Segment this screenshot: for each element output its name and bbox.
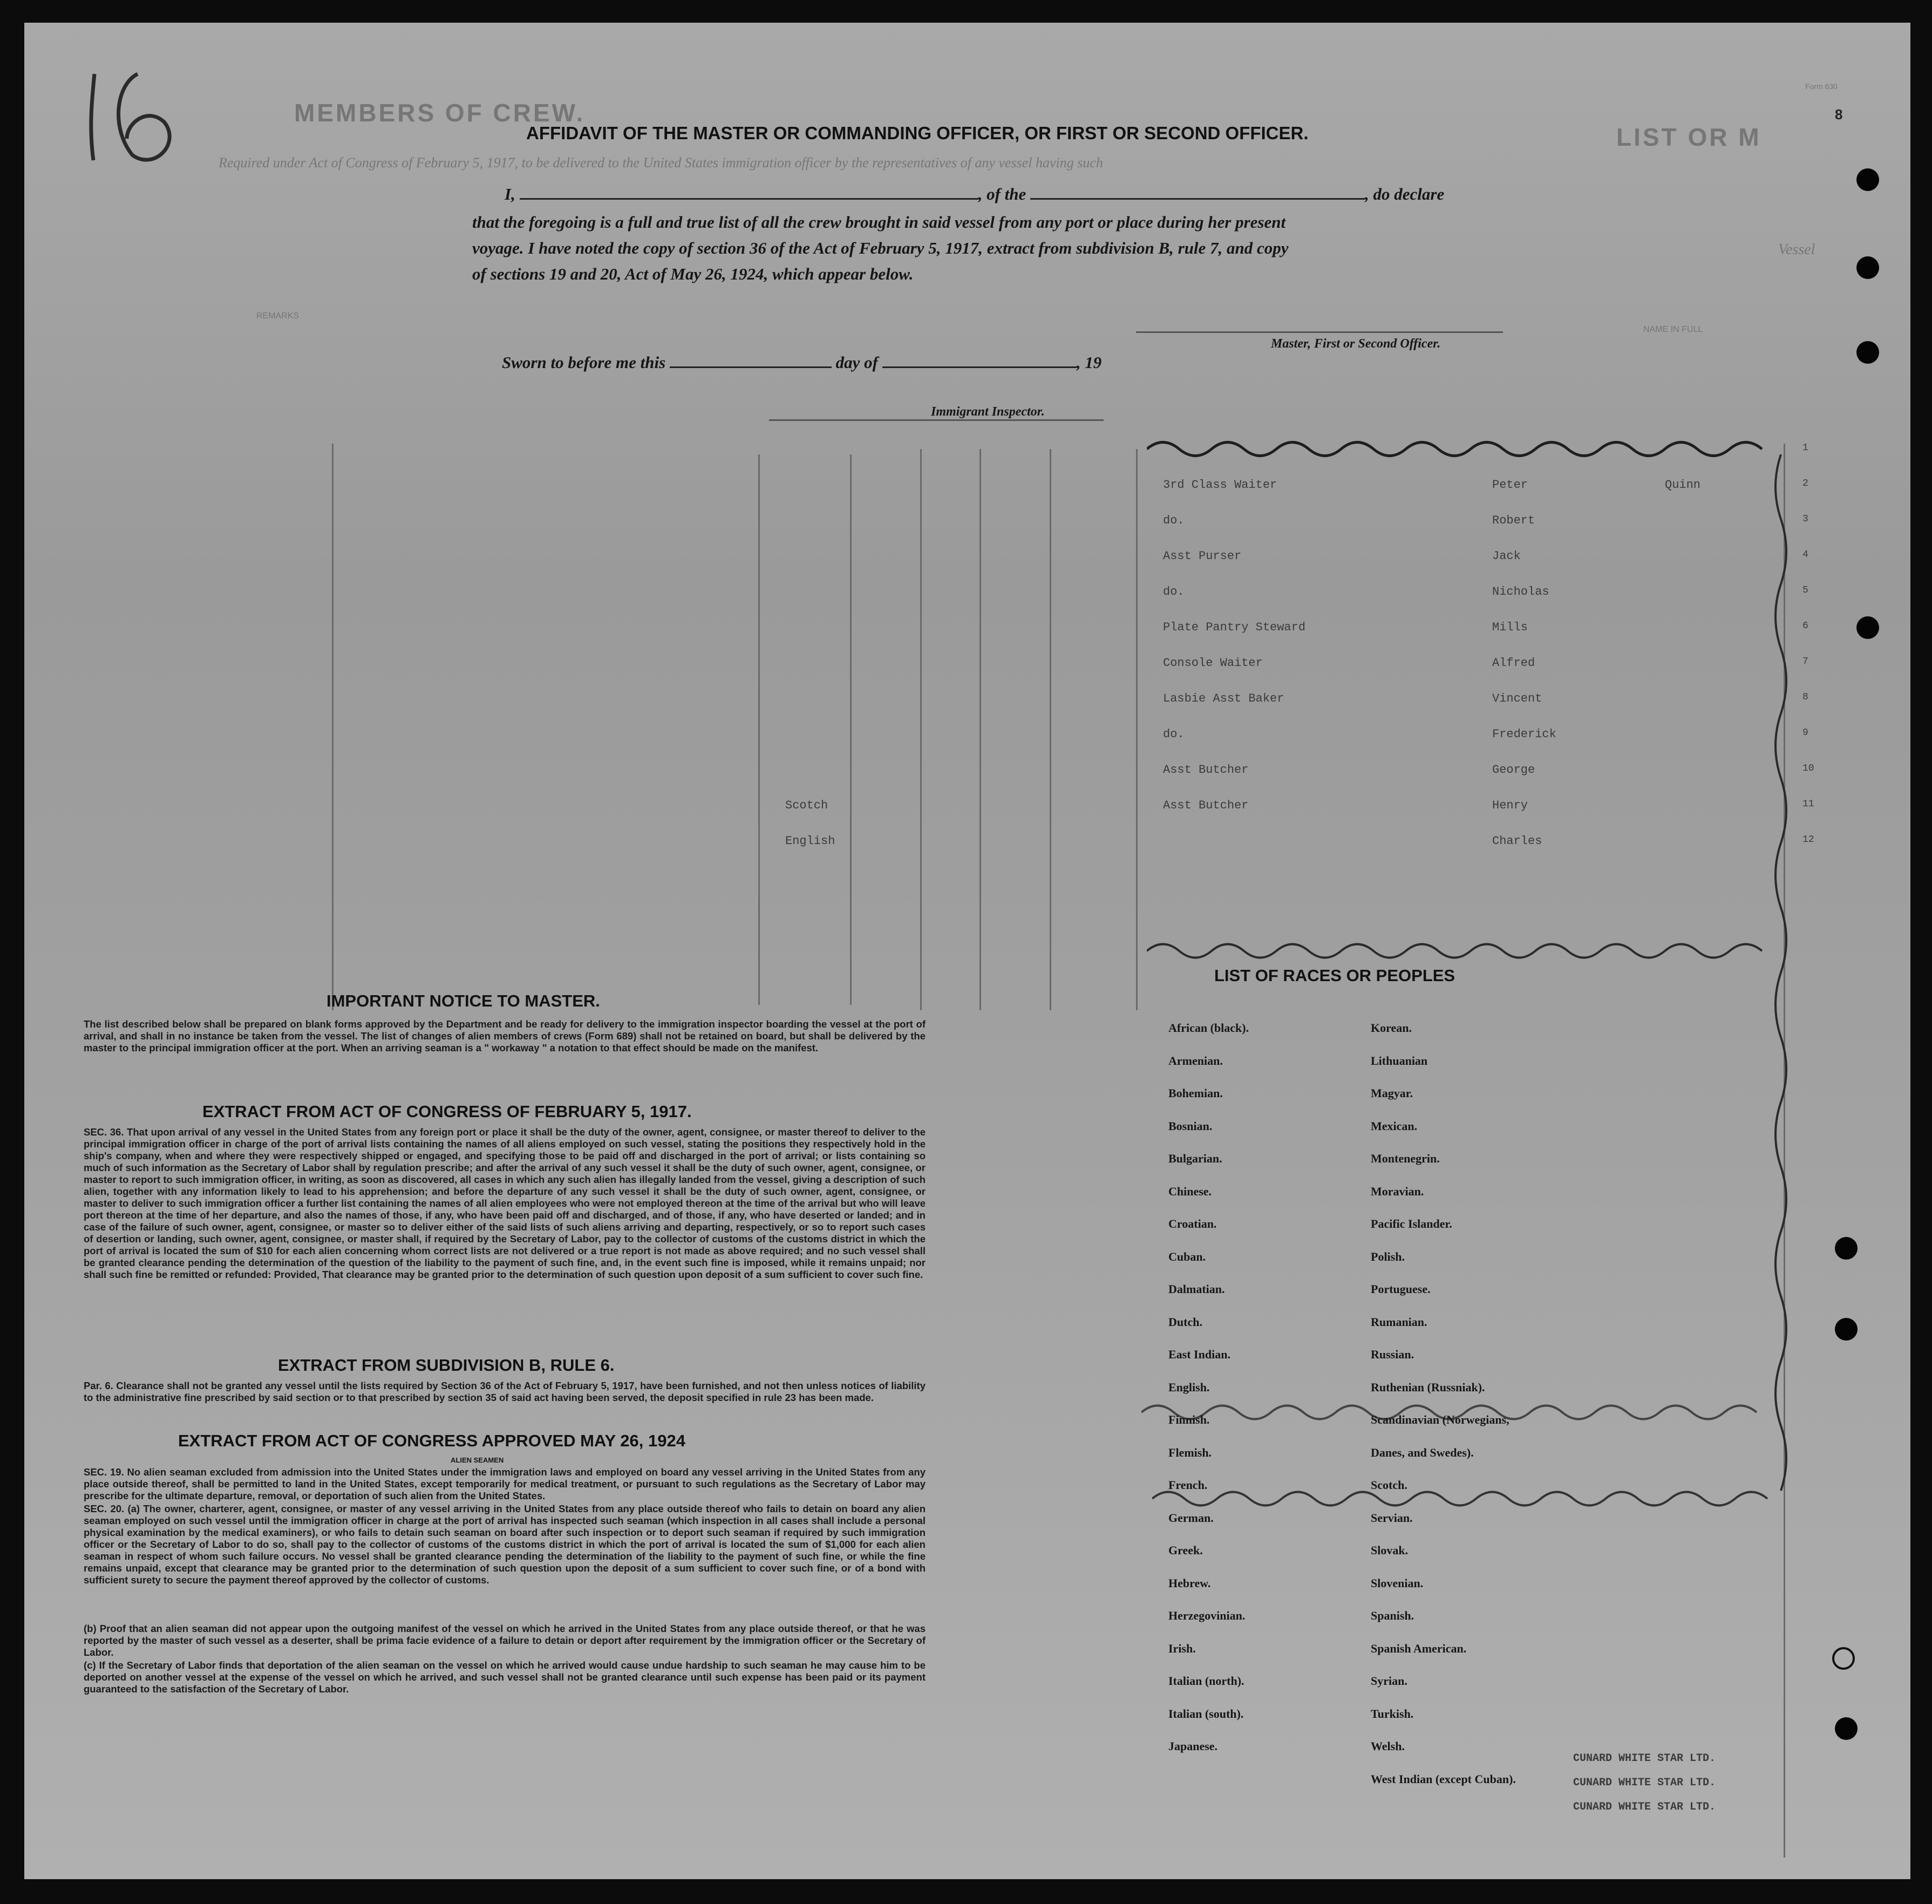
binder-hole — [1856, 616, 1879, 639]
crew-position: Plate Pantry Steward — [1163, 621, 1306, 634]
column-rule — [1136, 449, 1138, 1010]
affidavit-of-the: , of the — [978, 185, 1026, 203]
column-rule — [332, 444, 334, 1010]
race-item: Irish. — [1168, 1641, 1196, 1655]
races-title: LIST OF RACES OR PEOPLES — [1214, 966, 1455, 985]
bleed-vessel: Vessel — [1778, 241, 1815, 258]
crew-given-name: Mills — [1492, 621, 1528, 634]
year-text: , 19 — [1076, 353, 1102, 372]
race-item: Servian. — [1371, 1511, 1413, 1525]
row-number: 12 — [1802, 834, 1814, 845]
race-item: Syrian. — [1371, 1674, 1407, 1688]
crew-position: do. — [1163, 727, 1185, 741]
crew-position: Asst Purser — [1163, 549, 1242, 563]
race-item: Hebrew. — [1168, 1576, 1211, 1590]
race-item: Moravian. — [1371, 1184, 1424, 1198]
race-item: Herzegovinian. — [1168, 1609, 1246, 1622]
crew-given-name: Vincent — [1492, 692, 1542, 705]
row-number: 2 — [1802, 478, 1808, 489]
race-item: Spanish. — [1371, 1609, 1414, 1622]
row-number: 10 — [1802, 763, 1814, 774]
bleed-header-list: LIST OR M — [1616, 123, 1761, 151]
handwritten-strike-middle — [1147, 935, 1784, 967]
race-item: Chinese. — [1168, 1184, 1212, 1198]
column-rule — [1050, 449, 1051, 1010]
race-item: Italian (north). — [1168, 1674, 1244, 1688]
bleed-header-crew: MEMBERS OF CREW. — [294, 99, 586, 127]
column-rule — [979, 449, 981, 1010]
binder-hole — [1835, 1717, 1858, 1740]
crew-surname: Quinn — [1665, 478, 1701, 492]
race-item: Magyar. — [1371, 1086, 1413, 1100]
race-item: Rumanian. — [1371, 1315, 1427, 1329]
race-item: Bulgarian. — [1168, 1152, 1222, 1165]
extract-1917-title: EXTRACT FROM ACT OF CONGRESS OF FEBRUARY 5, 1917. — [202, 1102, 692, 1121]
race-item: French. — [1168, 1478, 1208, 1492]
handwritten-strike-top — [1147, 433, 1784, 465]
race-item: Greek. — [1168, 1543, 1203, 1557]
vessel-name-blank — [1030, 186, 1365, 200]
race-item: East Indian. — [1168, 1348, 1230, 1361]
handwritten-strike-bottom — [1152, 1483, 1784, 1515]
corner-mark: 8 — [1835, 106, 1843, 123]
race-item: English. — [1168, 1380, 1210, 1394]
row-number: 3 — [1802, 514, 1808, 525]
crew-position: 3rd Class Waiter — [1163, 478, 1277, 492]
race-item: Croatian. — [1168, 1217, 1217, 1230]
race-item: Korean. — [1371, 1021, 1412, 1035]
race-item: Flemish. — [1168, 1445, 1212, 1459]
race-item: Italian (south). — [1168, 1706, 1244, 1721]
notice-text: The list described below shall be prepared on blank forms approved by the Department and be ready for delivery to the immigration inspector boarding the vessel at the port of arrival, and shall in no instance be taken from the vessel. The list of changes of alien members of crews (Form 689) shall not be retained on board, but shall be delivered by the master to the principal immigration officer at the port. When an arriving seaman is a " workaway " a notation to that effect should be made on the manifest. — [84, 1018, 926, 1053]
bleed-remarks: REMARKS — [256, 311, 300, 321]
race-item: Spanish American. — [1371, 1641, 1467, 1655]
master-signature-line — [1136, 331, 1503, 333]
crew-position: do. — [1163, 585, 1185, 599]
binder-hole — [1835, 1318, 1858, 1341]
notice-title: IMPORTANT NOTICE TO MASTER. — [326, 991, 600, 1010]
crew-given-name: Henry — [1492, 799, 1528, 812]
sworn-line — [502, 353, 1101, 372]
officer-name-blank — [520, 186, 978, 200]
stamp-3: CUNARD WHITE STAR LTD. — [1573, 1801, 1716, 1813]
race-item: Lithuanian — [1371, 1053, 1428, 1067]
extract-1924-title: EXTRACT FROM ACT OF CONGRESS APPROVED MAY 26, 1924 — [178, 1431, 685, 1450]
race-item: Slovenian. — [1371, 1576, 1424, 1590]
crew-position: do. — [1163, 514, 1185, 527]
handwritten-sheet-number — [73, 52, 208, 176]
row-number: 6 — [1802, 621, 1808, 631]
subdivision-text: Par. 6. Clearance shall not be granted any vessel until the lists required by Section 36 of the Act of February 5, 1917, have been furnished, and not then unless notices of liability to the administrative fine prescribed by said section or to that prescribed by section 35 of said act having been served, the deposit specified in rule 23 has been made. — [84, 1380, 926, 1403]
race-item: Scandinavian (Norwegians, — [1371, 1413, 1509, 1426]
race-item: Turkish. — [1371, 1706, 1414, 1721]
extract-1924-sec20b: (b) Proof that an alien seaman did not appear upon the outgoing manifest of the vessel on which he arrived in the United States from any place outside thereof, or that he was reported by the master of such vessel as a deserter, shall be prima facie evidence of a failure to detain or deport after requirement by the immigration officer or the Secretary of Labor. — [84, 1623, 926, 1658]
race-item: Danes, and Swedes). — [1371, 1445, 1474, 1459]
race-item: Finnish. — [1168, 1413, 1210, 1426]
crew-position: Console Waiter — [1163, 656, 1263, 670]
crew-given-name: Charles — [1492, 834, 1542, 848]
crew-given-name: Frederick — [1492, 727, 1556, 741]
race-item: Bohemian. — [1168, 1086, 1223, 1100]
affidavit-line2: that the foregoing is a full and true list of all the crew brought in said vessel from any port or place during her present — [472, 213, 1286, 232]
sworn-month-blank — [882, 355, 1077, 368]
inspector-signature-line — [769, 419, 1104, 421]
bleed-name-in-full: NAME IN FULL — [1643, 325, 1703, 334]
race-item: Mexican. — [1371, 1119, 1418, 1133]
crew-given-name: Alfred — [1492, 656, 1535, 670]
binder-hole — [1835, 1237, 1858, 1260]
manifest-sheet — [24, 23, 1910, 1879]
sworn-text: Sworn to before me this — [502, 353, 666, 372]
crew-given-name: Nicholas — [1492, 585, 1549, 599]
race-item: German. — [1168, 1511, 1214, 1525]
crew-position: Lasbie Asst Baker — [1163, 692, 1284, 705]
affidavit-line3: voyage. I have noted the copy of section 36 of the Act of February 5, 1917, extract from subdivision B, rule 7, and copy — [472, 239, 1289, 257]
extract-1924-sec20c: (c) If the Secretary of Labor finds that deportation of the alien seaman on the vessel on which he arrived would cause undue hardship to such seaman he may cause him to be deported on another vessel at the expense of the vessel on which he arrived, and such vessel shall not be granted clearance until such expense has been paid or its payment guaranteed to the satisfaction of the Secretary of Labor. — [84, 1660, 926, 1695]
sworn-day-blank — [670, 355, 832, 368]
binder-hole — [1856, 168, 1879, 191]
extract-1924-sec19: SEC. 19. No alien seaman excluded from admission into the United States under the immigration laws and employed on board any vessel arriving in the United States from any place outside thereof, shall be permitted to land in the United States, except temporarily for medical treatment, or pursuant to such regulations as the Secretary of Labor may prescribe for the ultimate departure, removal, or deportation of such alien from the United States. — [84, 1466, 926, 1501]
binder-hole — [1856, 341, 1879, 364]
race-item: Scotch. — [1371, 1478, 1407, 1492]
row-number: 4 — [1802, 549, 1808, 560]
bleed-form-no: Form 630 — [1805, 82, 1838, 91]
column-rule — [850, 454, 852, 1005]
binder-hole — [1856, 256, 1879, 279]
race-item: Polish. — [1371, 1249, 1405, 1263]
crew-nationality: English — [785, 834, 835, 848]
race-item: Bosnian. — [1168, 1119, 1213, 1133]
row-number: 9 — [1802, 727, 1808, 738]
race-item: Japanese. — [1168, 1739, 1218, 1753]
stamp-1: CUNARD WHITE STAR LTD. — [1573, 1752, 1716, 1765]
master-label: Master, First or Second Officer. — [1271, 337, 1441, 351]
affidavit-title: AFFIDAVIT OF THE MASTER OR COMMANDING OFFICER, OR FIRST OR SECOND OFFICER. — [526, 123, 1309, 143]
race-item: Portuguese. — [1371, 1282, 1431, 1296]
bleed-required-line: Required under Act of Congress of February 5, 1917, to be delivered to the United States immigration officer by the representatives of any vessel having such — [219, 155, 1103, 171]
crew-position: Asst Butcher — [1163, 763, 1249, 777]
race-item: West Indian (except Cuban). — [1371, 1772, 1516, 1786]
race-item: Montenegrin. — [1371, 1152, 1440, 1165]
affidavit-line1 — [505, 185, 1444, 204]
race-item: Dalmatian. — [1168, 1282, 1225, 1296]
race-item: Pacific Islander. — [1371, 1217, 1452, 1230]
binder-hole — [1832, 1647, 1855, 1670]
crew-given-name: Jack — [1492, 549, 1521, 563]
crew-given-name: Peter — [1492, 478, 1528, 492]
race-item: Slovak. — [1371, 1543, 1409, 1557]
day-of-text: day of — [835, 353, 878, 372]
affidavit-line4: of sections 19 and 20, Act of May 26, 1924, which appear below. — [472, 264, 914, 283]
inspector-label: Immigrant Inspector. — [931, 405, 1045, 419]
column-rule — [920, 449, 922, 1010]
race-item: Welsh. — [1371, 1739, 1405, 1753]
row-number: 5 — [1802, 585, 1808, 596]
row-number: 11 — [1802, 799, 1814, 810]
subdivision-title: EXTRACT FROM SUBDIVISION B, RULE 6. — [278, 1356, 615, 1375]
crew-given-name: George — [1492, 763, 1535, 777]
race-item: Cuban. — [1168, 1249, 1206, 1263]
affidavit-declare: , do declare — [1365, 185, 1445, 203]
race-item: African (black). — [1168, 1021, 1249, 1035]
affidavit-i: I, — [505, 185, 515, 203]
extract-1924-sec20a: SEC. 20. (a) The owner, charterer, agent, consignee, or master of any vessel arriving in the United States from any place outside thereof who fails to detain on board any alien seaman employed on such vessel until the immigration officer in charge at the port of arrival has inspected such seaman (which inspection in all cases shall include a personal physical examination by the medical examiners), or who fails to detain such seaman on board after such inspection or to deport such seaman if required by such immigration officer or the Secretary of Labor to do so, shall pay to the collector of customs of the customs district in which the port of arrival is located the sum of $1,000 for each alien seaman in respect of whom such failure occurs. No vessel shall be granted clearance pending the determination of the liability to the payment of such fine, or while the fine remains unpaid, except that clearance may be granted prior to the determination of such question upon the deposit of a sum sufficient to cover such fine, or of a bond with sufficient surety to secure the payment thereof approved by the collector of customs. — [84, 1503, 926, 1586]
column-rule — [758, 454, 760, 1005]
race-item: Ruthenian (Russniak). — [1371, 1380, 1485, 1394]
crew-given-name: Robert — [1492, 514, 1535, 527]
race-item: Russian. — [1371, 1348, 1414, 1361]
crew-nationality: Scotch — [785, 799, 828, 812]
row-number: 1 — [1802, 443, 1808, 453]
extract-1917-text: SEC. 36. That upon arrival of any vessel in the United States from any foreign port or place it shall be the duty of the owner, agent, consignee, or master thereof to deliver to the principal immigration officer in charge of the port of arrival lists containing the names of all aliens employed on such vessel, stating the positions they respectively hold in the ship's company, when and where they were respectively shipped or engaged, and specifying those to be paid off and discharged in the port of arrival; or lists containing so much of such information as the Secretary of Labor shall by regulation prescribe; and after the arrival of any such vessel it shall be the duty of such owner, agent, consignee, or master to report to such immigration officer, in writing, as soon as discovered, all cases in which any such alien has illegally landed from the vessel, giving a description of such alien, together with any information likely to lead to his apprehension; and before the departure of any such vessel it shall be the duty of such owner, agent, consignee, or master to deliver to such immigration officer a further list containing the names of all alien employees who were not employed thereon at the time of the arrival but who will leave port thereon at the time of her departure, and also the names of those, if any, who have been paid off and discharged, and of those, if any, who have deserted or landed; and in case of the failure of such owner, agent, consignee, or master so to deliver either of the said lists of such aliens arriving and departing, respectively, or so to report such cases of desertion or landing, such owner, agent, consignee, or master shall, if required by the Secretary of Labor, pay to the collector of customs of the customs district in which the port of arrival is located the sum of $10 for each alien concerning whom correct lists are not delivered or a true report is not made as above required; and no such vessel shall be granted clearance pending the determination of the question of the liability to the payment of such fine, and, in the event such fine is imposed, while it remains unpaid; nor shall such fine be remitted or refunded: Provided, That clearance may be granted prior to the determination of such question upon deposit of a sum sufficient to cover such fine. — [84, 1126, 926, 1280]
race-item: Armenian. — [1168, 1053, 1223, 1067]
race-item: Dutch. — [1168, 1315, 1202, 1329]
row-number: 8 — [1802, 692, 1808, 703]
extract-1924-subtitle: ALIEN SEAMEN — [451, 1456, 504, 1464]
stamp-2: CUNARD WHITE STAR LTD. — [1573, 1777, 1716, 1789]
crew-position: Asst Butcher — [1163, 799, 1249, 812]
row-number: 7 — [1802, 656, 1808, 667]
handwritten-row-ticks — [1765, 454, 1797, 1534]
